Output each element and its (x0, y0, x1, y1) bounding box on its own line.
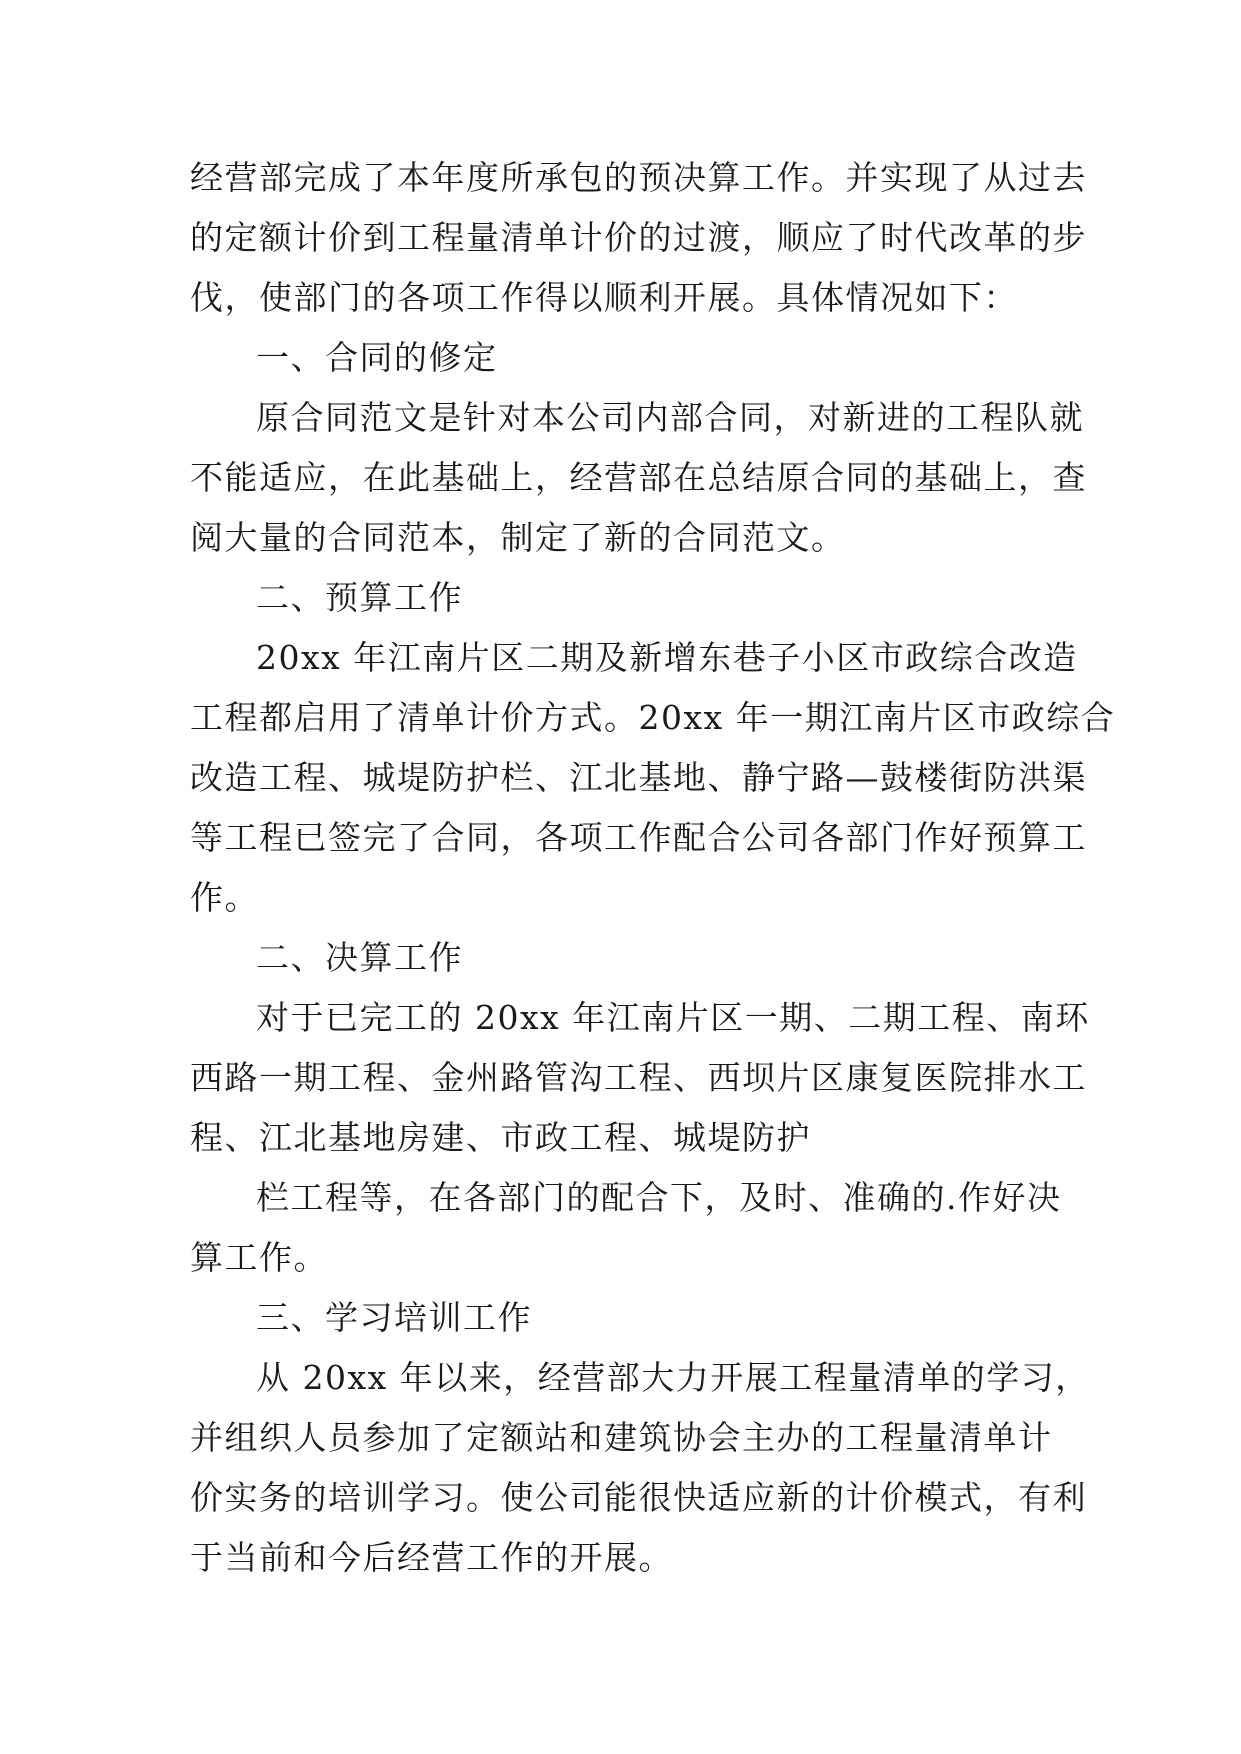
text-line: 价实务的培训学习。使公司能很快适应新的计价模式，有利 (190, 1478, 1087, 1517)
section-heading-training: 三、学习培训工作 (256, 1298, 532, 1337)
text-line: 20xx 年江南片区二期及新增东巷子小区市政综合改造 (256, 638, 1078, 677)
text-line: 对于已完工的 20xx 年江南片区一期、二期工程、南环 (256, 998, 1090, 1037)
text-line: 改造工程、城堤防护栏、江北基地、静宁路—鼓楼街防洪渠 (190, 758, 1087, 797)
text-line: 阅大量的合同范本，制定了新的合同范文。 (190, 518, 846, 557)
budget-paragraph (190, 628, 1116, 928)
section-heading-contract: 一、合同的修定 (256, 338, 498, 377)
text-line: 等工程已签完了合同，各项工作配合公司各部门作好预算工 (190, 818, 1087, 857)
text-line: 经营部完成了本年度所承包的预决算工作。并实现了从过去 (190, 158, 1087, 197)
text-line: 不能适应，在此基础上，经营部在总结原合同的基础上，查 (190, 458, 1087, 497)
section-heading-budget: 二、预算工作 (256, 578, 463, 617)
text-line: 原合同范文是针对本公司内部合同，对新进的工程队就 (256, 398, 1084, 437)
text-line: 算工作。 (190, 1238, 328, 1277)
contract-paragraph (190, 388, 1087, 568)
intro-paragraph (190, 148, 1087, 328)
final-accounts-paragraph-continued (190, 1168, 1062, 1288)
text-line: 从 20xx 年以来，经营部大力开展工程量清单的学习， (256, 1358, 1090, 1397)
document-body (190, 148, 1116, 1588)
text-line: 的定额计价到工程量清单计价的过渡，顺应了时代改革的步 (190, 218, 1087, 257)
text-line: 栏工程等，在各部门的配合下，及时、准确的.作好决 (256, 1178, 1062, 1217)
text-line: 于当前和今后经营工作的开展。 (190, 1538, 673, 1577)
text-line: 作。 (190, 878, 259, 917)
text-line: 西路一期工程、金州路管沟工程、西坝片区康复医院排水工 (190, 1058, 1087, 1097)
text-line: 并组织人员参加了定额站和建筑协会主办的工程量清单计 (190, 1418, 1053, 1457)
final-accounts-paragraph (190, 988, 1090, 1168)
section-heading-final-accounts: 二、决算工作 (256, 938, 463, 977)
training-paragraph (190, 1348, 1090, 1588)
text-line: 工程都启用了清单计价方式。20xx 年一期江南片区市政综合 (190, 698, 1116, 737)
text-line: 程、江北基地房建、市政工程、城堤防护 (190, 1118, 811, 1157)
text-line: 伐，使部门的各项工作得以顺利开展。具体情况如下： (190, 278, 1018, 317)
